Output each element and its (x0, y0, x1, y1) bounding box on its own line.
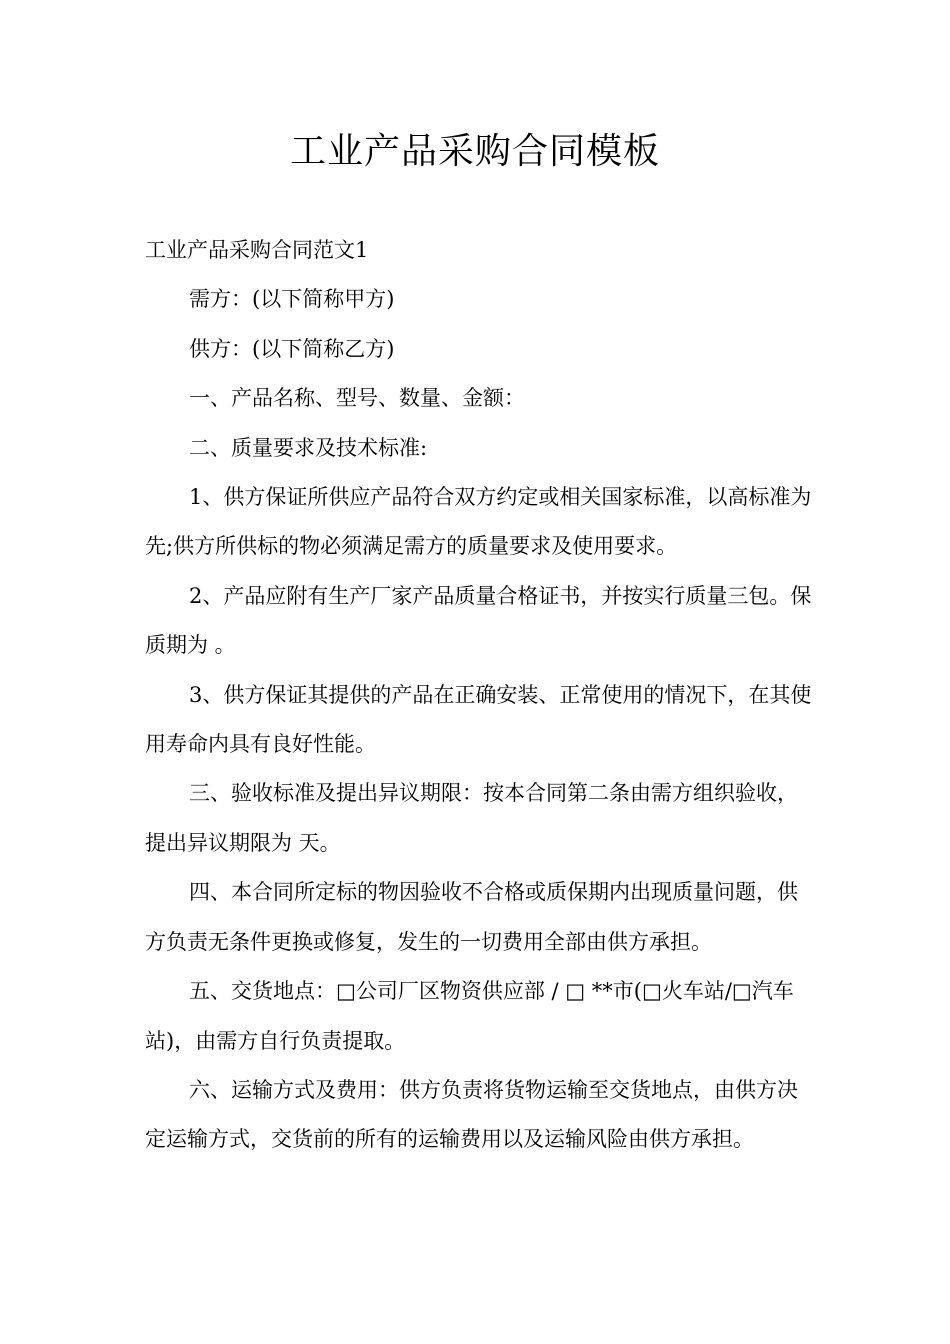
buyer-line: 需方：(以下简称甲方) (189, 287, 395, 312)
clause-transport: 六、运输方式及费用：供方负责将货物运输至交货地点，由供方决定运输方式，交货前的所有的运输费用以及运输风险由供方承担。 (145, 1077, 798, 1152)
clause-product-info: 一、产品名称、型号、数量、金额： (189, 386, 525, 411)
clause-quality-1: 1、供方保证所供应产品符合双方约定或相关国家标准，以高标准为先;供方所供标的物必须满足需方的质量要求及使用要求。 (145, 485, 812, 559)
document-title: 工业产品采购合同模板 (289, 131, 660, 172)
clause-quality-heading: 二、质量要求及技术标准: (189, 435, 428, 460)
section-heading: 工业产品采购合同范文1 (145, 238, 369, 262)
clause-quality-2: 2、产品应附有生产厂家产品质量合格证书，并按实行质量三包。保质期为 。 (145, 583, 812, 658)
document-body (145, 226, 817, 1165)
clause-delivery-location: 五、交货地点：□公司厂区物资供应部 / □ **市(□火车站/□汽车站)，由需方自行负责提取。 (145, 979, 794, 1053)
clause-defects: 四、本合同所定标的物因验收不合格或质保期内出现质量问题，供方负责无条件更换或修复，发生的一切费用全部由供方承担。 (145, 880, 798, 954)
supplier-line: 供方：(以下简称乙方) (189, 336, 395, 361)
clause-quality-3: 3、供方保证其提供的产品在正确安装、正常使用的情况下，在其使用寿命内具有良好性能。 (145, 682, 812, 757)
clause-acceptance: 三、验收标准及提出异议期限：按本合同第二条由需方组织验收，提出异议期限为 天。 (145, 781, 798, 855)
